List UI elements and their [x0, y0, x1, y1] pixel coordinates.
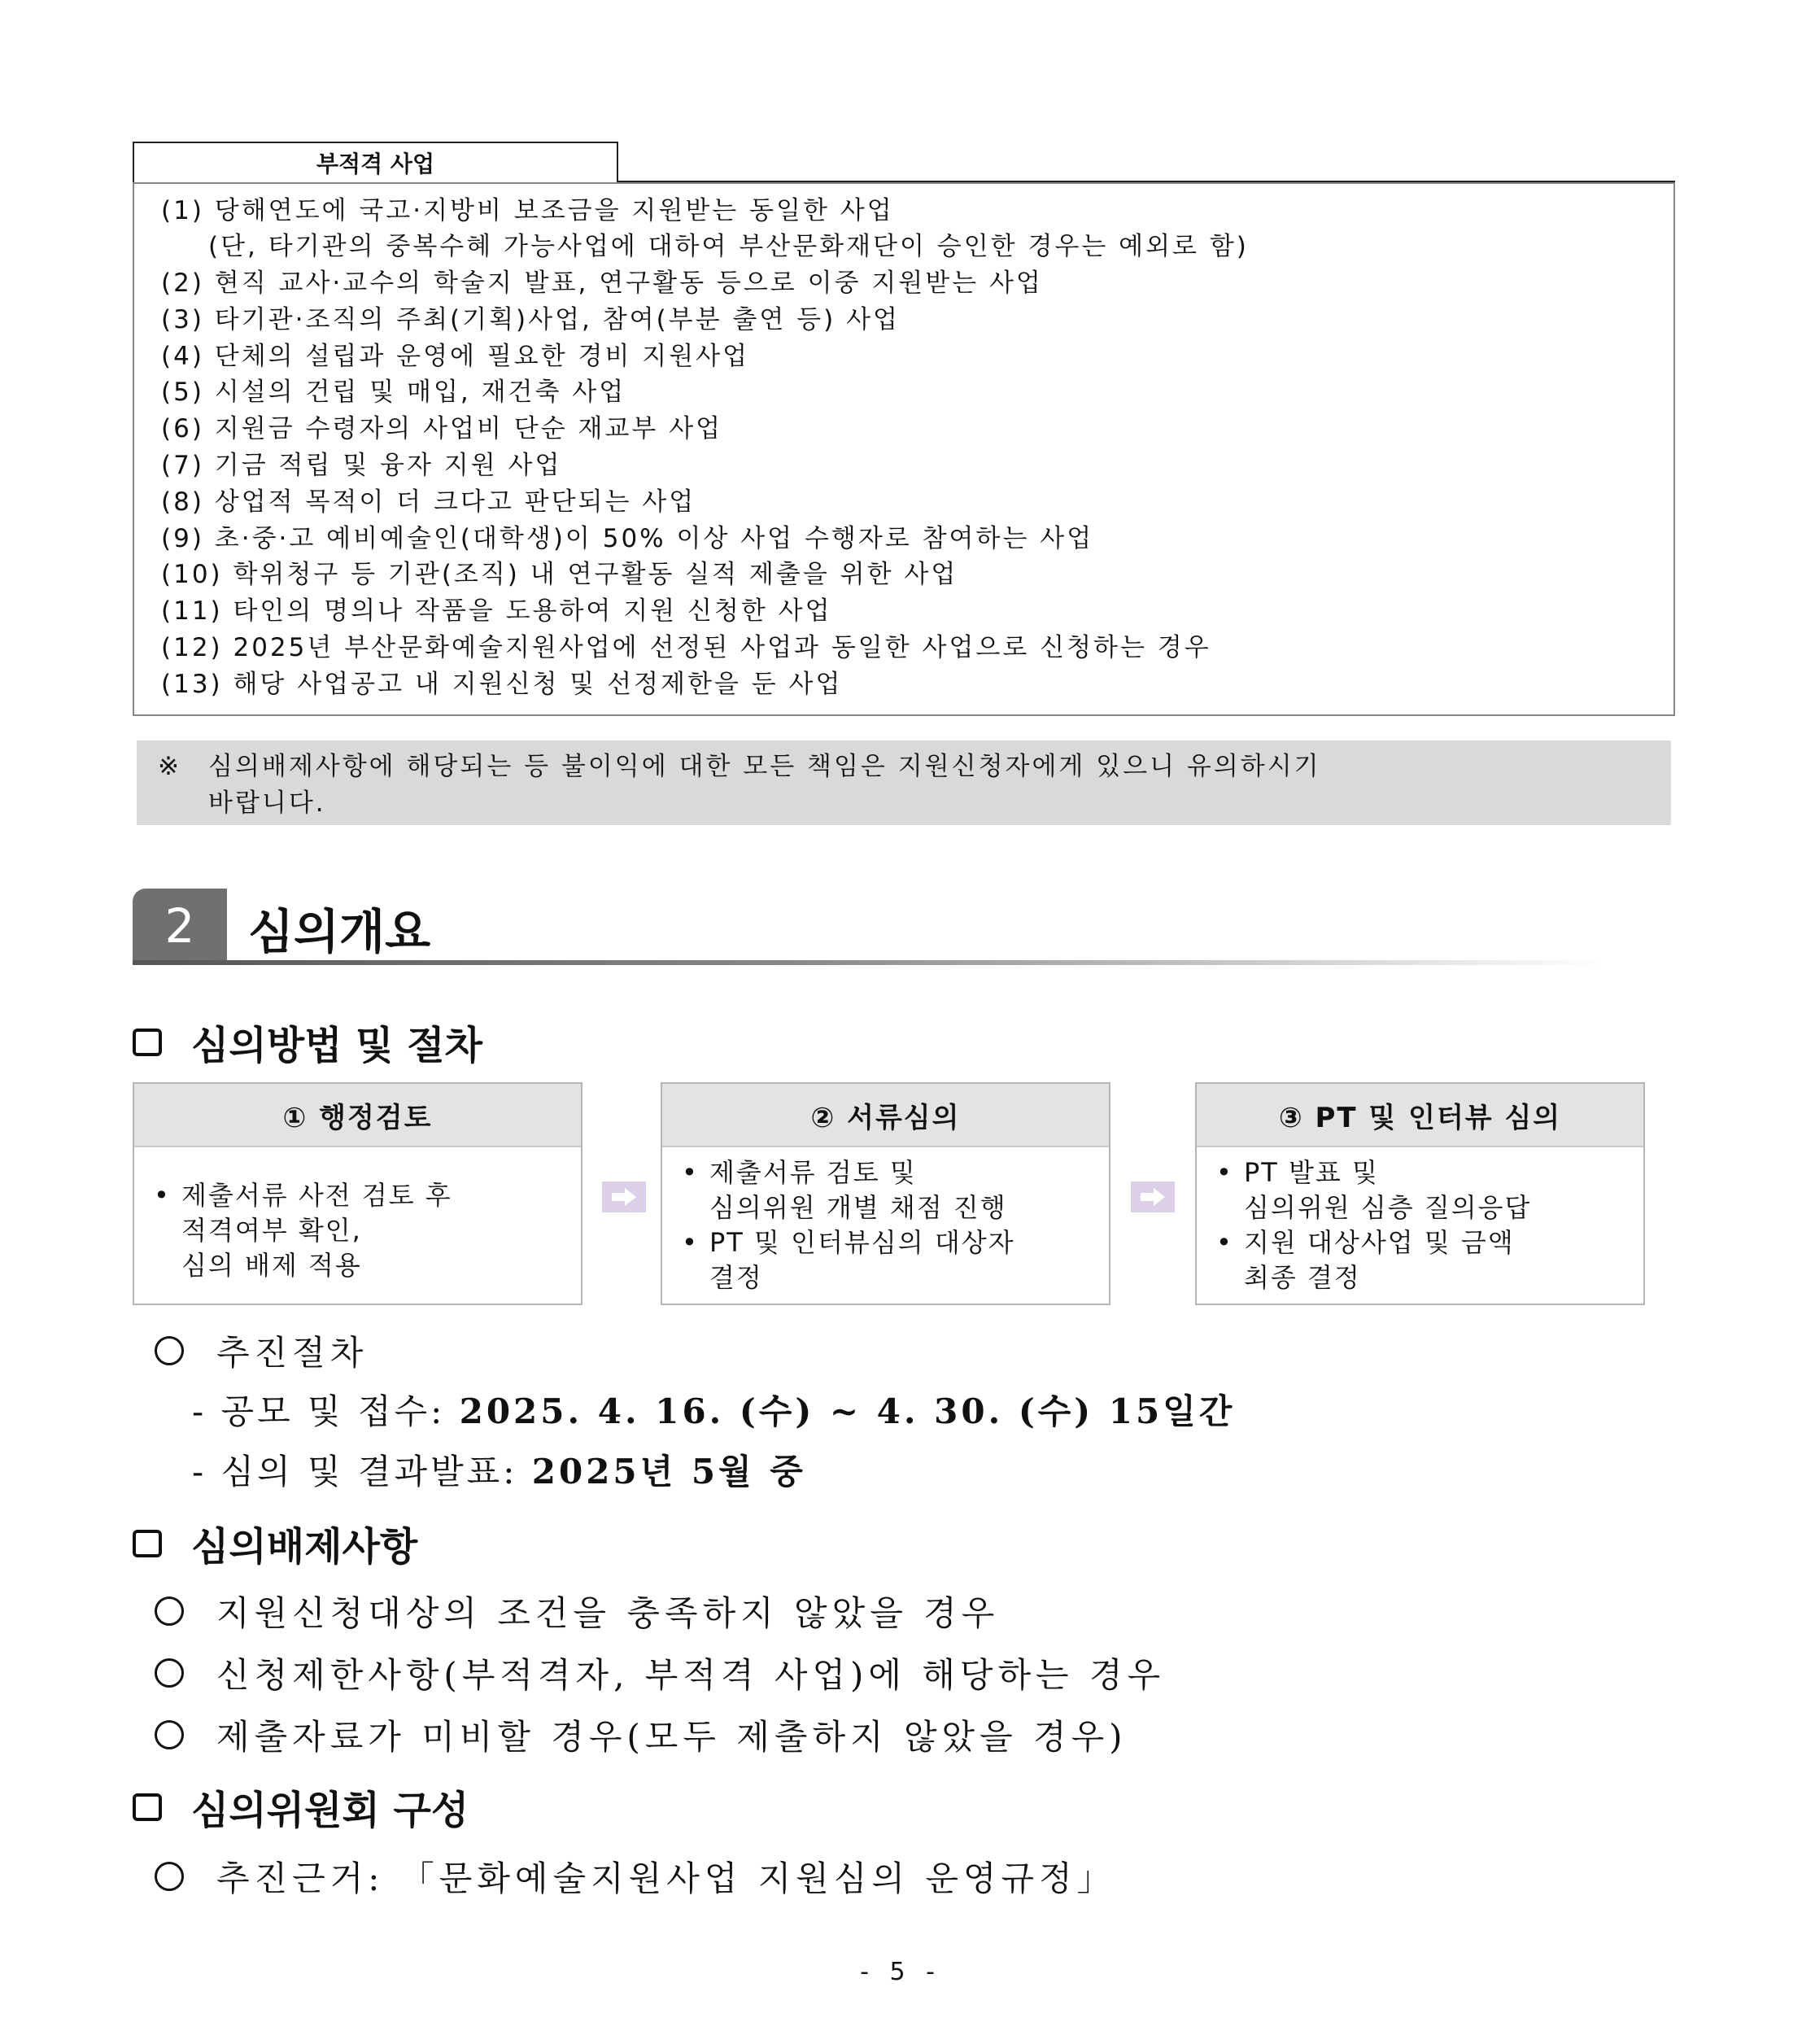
step-box-document-review [661, 1082, 1110, 1305]
step-bullet-line: 적격여부 확인, [181, 1215, 362, 1246]
ineligible-item: (1) 당해연도에 국고·지방비 보조금을 지원받는 동일한 사업 [161, 196, 894, 225]
section-title: 심의개요 [248, 904, 431, 959]
step-bullet: • 제출서류 사전 검토 후 적격여부 확인, 심의 배제 적용 [154, 1178, 561, 1283]
step-bullet-line: 심의위원 개별 채점 진행 [709, 1192, 1007, 1223]
ineligible-item: (8) 상업적 목적이 더 크다고 판단되는 사업 [161, 487, 696, 517]
exclusion-item [155, 1710, 1128, 1759]
ineligible-item: (10) 학위청구 등 기관(조직) 내 연구활동 실적 제출을 위한 사업 [161, 560, 958, 589]
step-bullet: • PT 발표 및 심의위원 심층 질의응답 [1216, 1155, 1624, 1225]
schedule-line [192, 1445, 806, 1494]
note-line-1: 심의배제사항에 해당되는 등 불이익에 대한 모든 책임은 지원신청자에게 있으니 유의하시기 [208, 752, 1321, 781]
reference-mark: ※ [158, 752, 181, 781]
circle-bullet-icon [155, 1336, 184, 1365]
exclusion-item [155, 1587, 999, 1636]
ineligible-item: (단, 타기관의 중복수혜 가능사업에 대하여 부산문화재단이 승인한 경우는 예외로 함) [208, 232, 1249, 261]
ineligible-item: (3) 타기관·조직의 주최(기획)사업, 참여(부분 출연 등) 사업 [161, 305, 900, 334]
square-bullet-icon [133, 1029, 162, 1056]
step-bullet-line: 심의 배제 적용 [181, 1250, 362, 1281]
step-bullet-line: 지원 대상사업 및 금액 [1244, 1227, 1515, 1258]
step-bullet-line: 제출서류 사전 검토 후 [181, 1180, 452, 1211]
schedule-label: - 공모 및 접수: [192, 1391, 460, 1431]
step-bullet-line: 결정 [709, 1262, 763, 1293]
method-heading [133, 1014, 482, 1070]
committee-item [155, 1852, 1116, 1901]
ineligible-tab-label: 부적격 사업 [133, 142, 618, 182]
ineligible-item: (2) 현직 교사·교수의 학술지 발표, 연구활동 등으로 이중 지원받는 사업 [161, 269, 1043, 298]
step-bullet-line: 심의위원 심층 질의응답 [1244, 1192, 1532, 1223]
step-bullet: • PT 및 인터뷰심의 대상자 결정 [682, 1225, 1089, 1295]
schedule-value: 2025. 4. 16. (수) ~ 4. 30. (수) 15일간 [459, 1391, 1236, 1431]
arrow-right-icon [602, 1181, 646, 1212]
schedule-line [192, 1385, 1235, 1434]
section-number-badge: 2 [133, 889, 227, 963]
procedure-item [155, 1326, 368, 1375]
procedure-label: 추진절차 [216, 1333, 369, 1373]
ineligible-item: (9) 초·중·고 예비예술인(대학생)이 50% 이상 사업 수행자로 참여하는 사업 [161, 524, 1094, 553]
exclusion-item-text: 신청제한사항(부적격자, 부적격 사업)에 해당하는 경우 [216, 1655, 1166, 1695]
step-box-admin-review [133, 1082, 582, 1305]
committee-heading-text: 심의위원회 구성 [191, 1788, 469, 1833]
exclusion-item-text: 지원신청대상의 조건을 충족하지 않았을 경우 [216, 1593, 1000, 1633]
step-bullet-line: PT 및 인터뷰심의 대상자 [709, 1227, 1015, 1258]
exclusion-heading-text: 심의배제사항 [191, 1524, 418, 1570]
ineligible-item: (11) 타인의 명의나 작품을 도용하여 지원 신청한 사업 [161, 596, 832, 626]
step-bullet-line: 제출서류 검토 및 [709, 1157, 917, 1188]
step-title: ③ PT 및 인터뷰 심의 [1197, 1084, 1643, 1147]
ineligible-item: (5) 시설의 건립 및 매입, 재건축 사업 [161, 378, 626, 407]
circle-bullet-icon [155, 1596, 184, 1626]
responsibility-note [137, 740, 1671, 825]
ineligible-item: (4) 단체의 설립과 운영에 필요한 경비 지원사업 [161, 342, 750, 371]
ineligible-item: (7) 기금 적립 및 융자 지원 사업 [161, 451, 562, 480]
page-number: - 5 - [860, 1958, 941, 1986]
section-underline [133, 960, 1605, 965]
exclusion-item [155, 1649, 1165, 1697]
circle-bullet-icon [155, 1862, 184, 1891]
schedule-value: 2025년 5월 중 [531, 1452, 806, 1492]
arrow-right-icon [1131, 1181, 1175, 1212]
step-bullet-line: PT 발표 및 [1244, 1157, 1379, 1188]
committee-heading [133, 1779, 469, 1835]
ineligible-item: (12) 2025년 부산문화예술지원사업에 선정된 사업과 동일한 사업으로 신청하는 경우 [161, 633, 1211, 662]
schedule-label: - 심의 및 결과발표: [192, 1452, 532, 1492]
circle-bullet-icon [155, 1720, 184, 1749]
circle-bullet-icon [155, 1658, 184, 1688]
step-title: ② 서류심의 [662, 1084, 1109, 1147]
square-bullet-icon [133, 1793, 162, 1821]
square-bullet-icon [133, 1530, 162, 1557]
committee-item-text: 추진근거: 「문화예술지원사업 지원심의 운영규정」 [216, 1858, 1116, 1898]
step-bullet: • 지원 대상사업 및 금액 최종 결정 [1216, 1225, 1624, 1295]
method-heading-text: 심의방법 및 절차 [191, 1023, 482, 1068]
step-bullet-line: 최종 결정 [1244, 1262, 1361, 1293]
ineligible-item: (13) 해당 사업공고 내 지원신청 및 선정제한을 둔 사업 [161, 670, 843, 699]
step-bullet: • 제출서류 검토 및 심의위원 개별 채점 진행 [682, 1155, 1089, 1225]
ineligible-item: (6) 지원금 수령자의 사업비 단순 재교부 사업 [161, 414, 723, 443]
step-box-pt-interview [1195, 1082, 1645, 1305]
note-line-2: 바랍니다. [208, 788, 326, 818]
exclusion-item-text: 제출자료가 미비할 경우(모두 제출하지 않았을 경우) [216, 1717, 1128, 1757]
exclusion-heading [133, 1515, 417, 1571]
step-title: ① 행정검토 [134, 1084, 581, 1147]
